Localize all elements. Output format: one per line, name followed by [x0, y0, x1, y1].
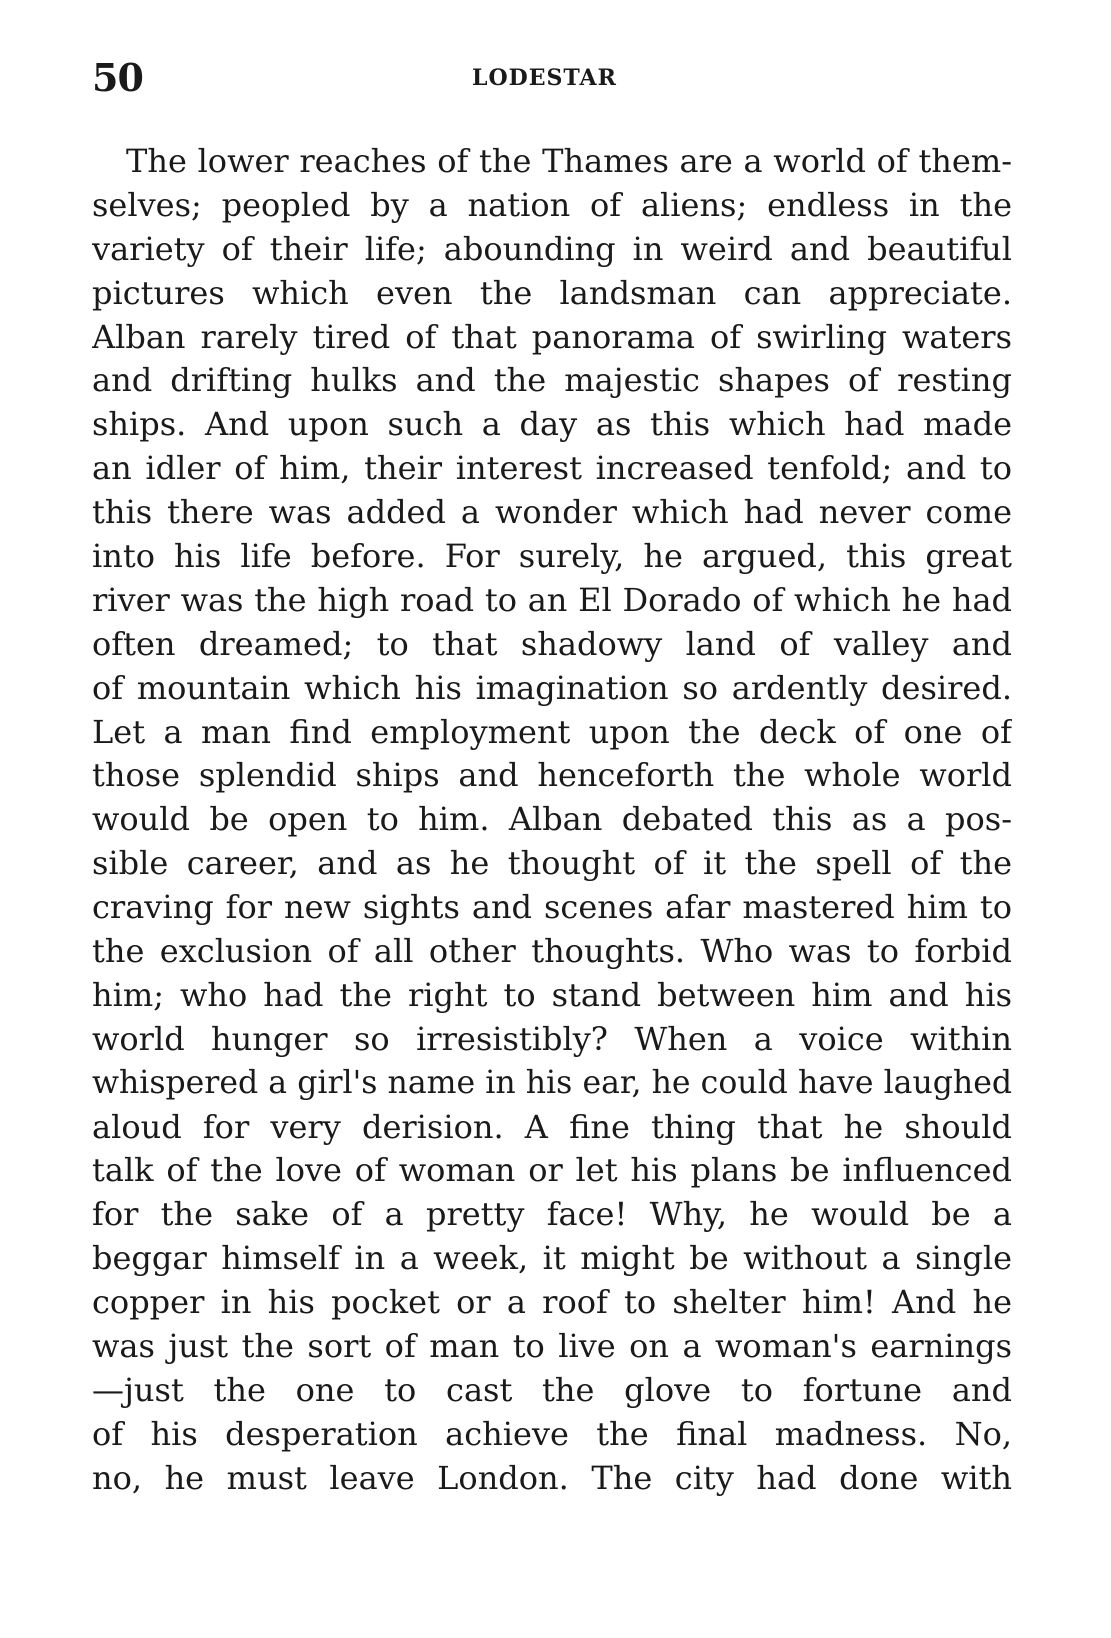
text-line: sible career, and as he thought of it the spell of the: [92, 844, 1012, 883]
text-line: whispered a girl's name in his ear, he could have laughed: [92, 1064, 1012, 1101]
text-line: Alban rarely tired of that panorama of swirling waters: [92, 317, 1012, 356]
text-line: no, he must leave London. The city had done with: [92, 1458, 1012, 1497]
text-line: of his desperation achieve the final madness. No,: [92, 1414, 1012, 1453]
text-line: beggar himself in a week, it might be without a single: [92, 1239, 1012, 1278]
text-line: of mountain which his imagination so ardently desired.: [92, 668, 1012, 707]
body-paragraph: [92, 140, 1012, 1501]
text-line: the exclusion of all other thoughts. Who was to forbid: [92, 932, 1012, 971]
text-line: The lower reaches of the Thames are a world of them-: [126, 142, 1012, 180]
text-line: for the sake of a pretty face! Why, he would be a: [92, 1195, 1012, 1234]
text-line: ships. And upon such a day as this which had made: [92, 405, 1012, 444]
text-line: would be open to him. Alban debated this as a pos-: [92, 800, 1012, 839]
text-line: and drifting hulks and the majestic shapes of resting: [92, 361, 1012, 400]
text-line: —just the one to cast the glove to fortune and: [92, 1370, 1012, 1409]
text-line: world hunger so irresistibly? When a voice within: [92, 1019, 1012, 1058]
text-line: craving for new sights and scenes afar mastered him to: [92, 888, 1012, 927]
text-line: this there was added a wonder which had never come: [92, 493, 1012, 532]
text-line: into his life before. For surely, he argued, this great: [92, 537, 1012, 576]
text-line: copper in his pocket or a roof to shelter him! And he: [92, 1283, 1012, 1322]
running-head: [92, 55, 1012, 101]
text-line: river was the high road to an El Dorado of which he had: [92, 580, 1012, 619]
text-line: him; who had the right to stand between him and his: [92, 975, 1012, 1014]
text-line: variety of their life; abounding in weird and beautiful: [92, 229, 1012, 268]
text-line: talk of the love of woman or let his plans be influenced: [92, 1151, 1012, 1190]
text-line: selves; peopled by a nation of aliens; endless in the: [92, 185, 1012, 224]
text-line: often dreamed; to that shadowy land of valley and: [92, 624, 1012, 663]
running-title: LODESTAR: [472, 65, 617, 91]
page-number: 50: [92, 55, 143, 100]
text-line: pictures which even the landsman can appreciate.: [92, 273, 1012, 312]
text-line: was just the sort of man to live on a woman's earnings: [92, 1327, 1012, 1366]
text-line: those splendid ships and henceforth the whole world: [92, 756, 1012, 795]
text-line: an idler of him, their interest increased tenfold; and to: [92, 449, 1012, 488]
text-line: aloud for very derision. A fine thing that he should: [92, 1107, 1012, 1146]
text-line: Let a man find employment upon the deck of one of: [92, 712, 1012, 751]
